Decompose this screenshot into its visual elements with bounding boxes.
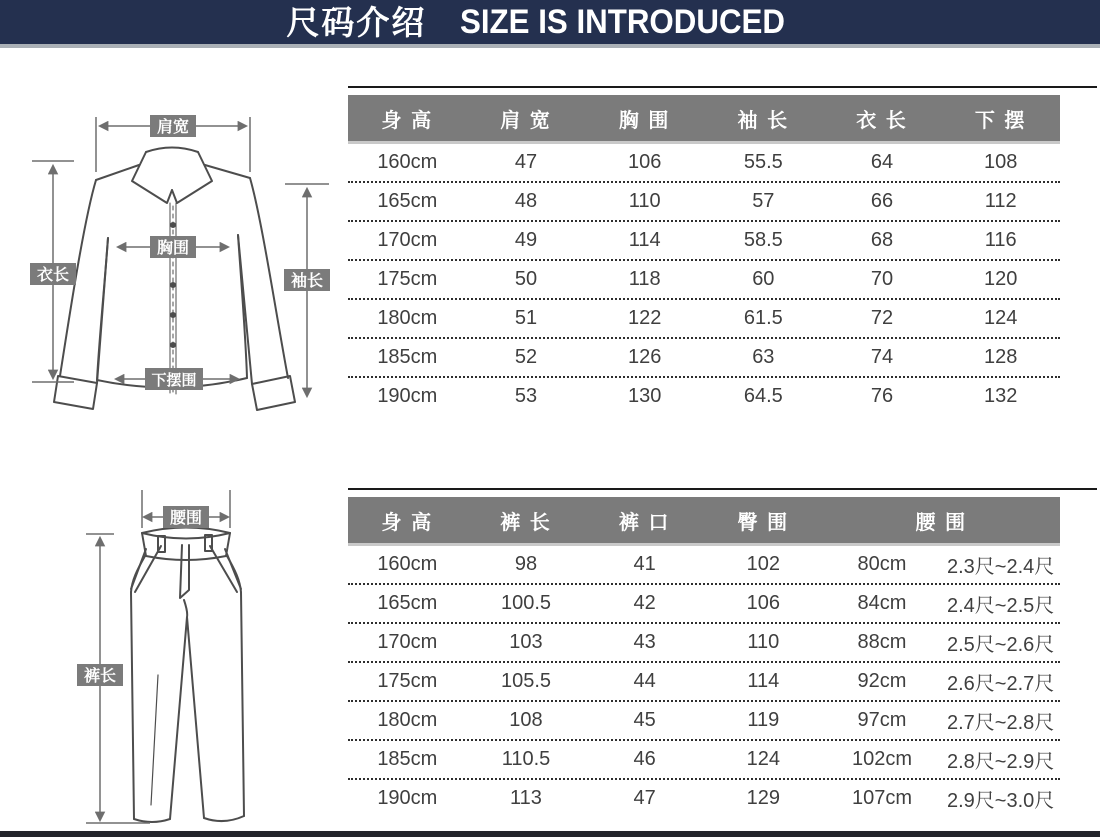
table-row [348,339,1060,378]
table-cell: 165cm [377,592,438,614]
column-header-shoulder: 肩 宽 [500,109,552,132]
column-header-hip: 臀 围 [737,511,790,534]
table-cell: 103 [509,631,543,653]
table-cell: 72 [870,307,894,329]
table-cell: 160cm [377,553,438,575]
column-header-chest: 胸 围 [618,109,671,132]
table-cell: 128 [983,346,1018,368]
table-cell: 122 [627,307,662,329]
table-cell: 112 [984,190,1017,212]
table-cell: 76 [870,385,894,407]
sleeve-length-label: 袖长 [290,273,324,290]
pants-length-label: 裤长 [83,668,117,685]
table-cell: 58.5 [743,229,783,251]
table-cell: 92cm [857,670,907,692]
table-cell: 2.3尺~2.4尺 [947,556,1055,578]
table-cell: 52 [514,346,538,368]
table-cell: 119 [747,709,780,731]
table-cell: 185cm [377,346,438,368]
pants-outline [131,528,244,823]
title-underline [0,44,1100,48]
table-row [348,663,1060,702]
table-cell: 110 [628,190,661,212]
table-cell: 120 [983,268,1018,290]
bottom-bar [0,831,1100,837]
table-cell: 185cm [377,748,438,770]
waist-label: 腰围 [169,510,203,527]
pants-table-header [348,497,1060,546]
table-row [348,183,1060,222]
shirt-table-header [348,95,1060,144]
table-cell: 107cm [851,787,912,809]
table-cell: 110.5 [501,748,551,770]
table-cell: 126 [627,346,662,368]
table-cell: 110 [747,631,780,653]
table-row [348,702,1060,741]
table-cell: 175cm [377,268,438,290]
table-cell: 44 [633,670,656,692]
table-row [348,741,1060,780]
table-cell: 129 [746,787,780,809]
table-cell: 108 [983,151,1018,173]
table-cell: 60 [752,268,775,290]
table-cell: 2.5尺~2.6尺 [947,634,1055,656]
table-row [348,261,1060,300]
table-cell: 180cm [377,307,438,329]
table-cell: 64 [870,151,894,173]
table-cell: 170cm [377,229,438,251]
pants-diagram [0,470,348,837]
table-cell: 68 [870,229,894,251]
table-cell: 130 [627,385,662,407]
table-cell: 190cm [377,385,438,407]
column-header-length: 衣 长 [856,109,908,132]
table-cell: 170cm [377,631,438,653]
table-cell: 46 [633,748,656,770]
column-header-waist: 腰 围 [915,511,968,534]
table-cell: 74 [870,346,894,368]
table-cell: 66 [870,190,894,212]
table-cell: 106 [746,592,780,614]
table-cell: 160cm [377,151,438,173]
table-cell: 55.5 [743,151,783,173]
table-row [348,144,1060,183]
table-cell: 51 [514,307,538,329]
table-cell: 114 [628,229,661,251]
table-cell: 2.7尺~2.8尺 [947,712,1055,734]
shirt-diagram [0,60,348,460]
pants-table-body [348,546,1060,817]
table-cell: 84cm [857,592,907,614]
table-cell: 57 [752,190,775,212]
table-cell: 175cm [377,670,438,692]
column-header-leg-opening: 裤 口 [618,511,671,534]
shirt-table-top-divider [348,86,1097,88]
table-cell: 53 [514,385,538,407]
table-cell: 102 [746,553,780,575]
title-bar [0,0,1100,44]
table-row [348,624,1060,663]
table-row [348,222,1060,261]
table-cell: 190cm [377,787,438,809]
table-cell: 63 [752,346,775,368]
pants-table-top-divider [348,488,1097,490]
table-cell: 2.9尺~3.0尺 [947,790,1055,812]
table-cell: 70 [870,268,894,290]
table-cell: 108 [509,709,543,731]
table-cell: 50 [514,268,538,290]
table-cell: 64.5 [743,385,783,407]
table-cell: 61.5 [743,307,783,329]
table-row [348,780,1060,817]
table-cell: 80cm [857,553,907,575]
pants-size-table [348,488,1097,817]
shirt-diagram-labels [30,115,330,390]
table-cell: 124 [983,307,1018,329]
table-row [348,585,1060,624]
table-cell: 49 [514,229,538,251]
table-cell: 41 [633,553,656,575]
table-cell: 98 [514,553,538,575]
table-cell: 2.8尺~2.9尺 [947,751,1055,773]
table-row [348,378,1060,415]
column-header-sleeve: 袖 长 [737,109,790,132]
table-cell: 113 [510,787,542,809]
table-cell: 47 [514,151,538,173]
table-cell: 88cm [857,631,907,653]
table-row [348,300,1060,339]
column-header-height: 身 高 [381,511,434,534]
table-cell: 100.5 [500,592,552,614]
table-cell: 114 [747,670,780,692]
table-cell: 118 [628,268,661,290]
shoulder-width-label: 肩宽 [156,119,190,136]
hem-label: 下摆围 [151,372,197,389]
table-cell: 45 [633,709,656,731]
table-cell: 48 [514,190,538,212]
table-cell: 102cm [851,748,912,770]
column-header-hem: 下 摆 [974,109,1027,132]
table-cell: 47 [633,787,656,809]
table-cell: 132 [983,385,1018,407]
page-title-cn: 尺码介绍 [286,3,427,41]
table-cell: 43 [633,631,656,653]
table-cell: 42 [633,592,656,614]
shirt-table-body [348,144,1060,415]
table-cell: 116 [984,229,1017,251]
table-cell: 97cm [857,709,907,731]
table-cell: 2.4尺~2.5尺 [947,595,1055,617]
shirt-size-table [348,86,1097,415]
table-cell: 106 [627,151,662,173]
table-cell: 165cm [377,190,438,212]
column-header-height: 身 高 [381,109,434,132]
page-title-en: SIZE IS INTRODUCED [460,3,786,41]
garment-length-label: 衣长 [36,267,70,284]
table-row [348,546,1060,585]
table-cell: 180cm [377,709,438,731]
column-header-pants-length: 裤 长 [500,511,552,534]
table-cell: 2.6尺~2.7尺 [947,673,1055,695]
table-cell: 124 [746,748,780,770]
table-cell: 105.5 [500,670,552,692]
chest-label: 胸围 [156,240,190,257]
